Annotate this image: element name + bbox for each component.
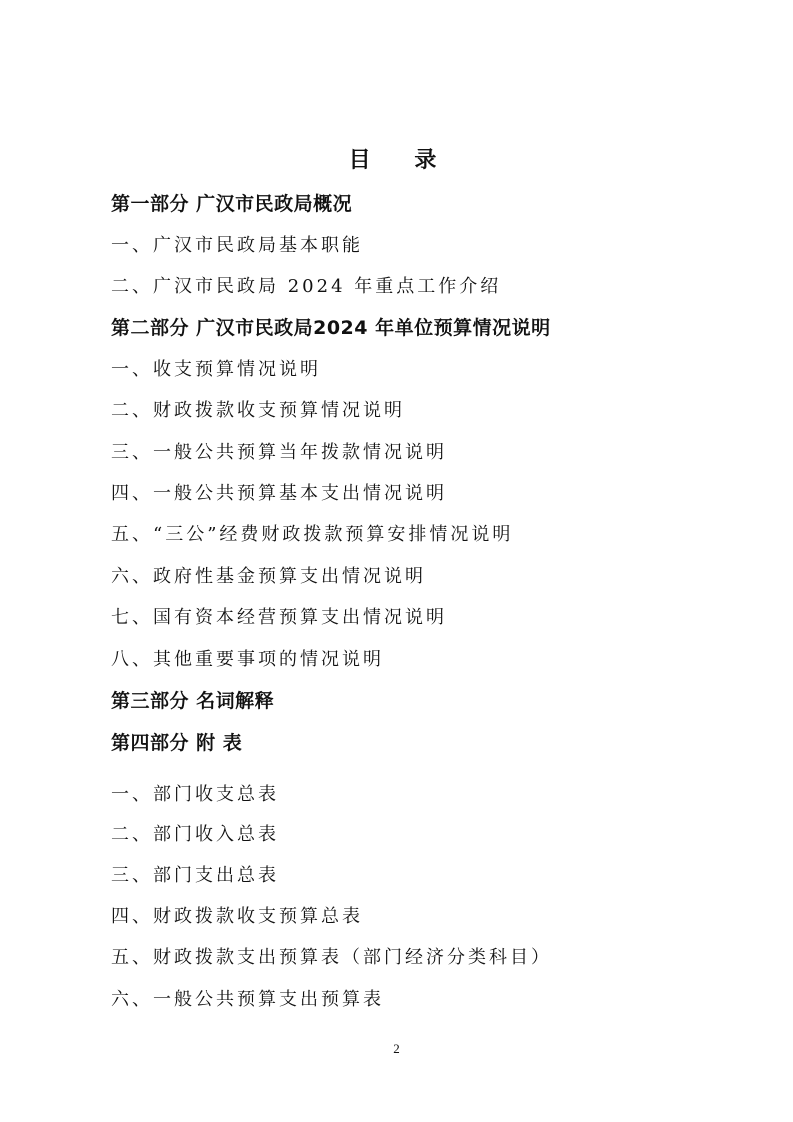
toc-title: 目 录 (348, 148, 455, 173)
part3-heading: 第三部分 名词解释 (111, 690, 275, 712)
part4-item-2: 二、部门收入总表 (111, 824, 279, 845)
part2-item-3: 三、一般公共预算当年拨款情况说明 (111, 442, 447, 463)
part4-item-5: 五、财政拨款支出预算表（部门经济分类科目） (111, 947, 552, 968)
part2-item-6: 六、政府性基金预算支出情况说明 (111, 566, 426, 587)
part2-item-8: 八、其他重要事项的情况说明 (111, 649, 384, 670)
part4-heading: 第四部分 附 表 (111, 732, 243, 754)
part2-heading: 第二部分 广汉市民政局2024 年单位预算情况说明 (111, 317, 551, 339)
part4-item-4: 四、财政拨款收支预算总表 (111, 906, 363, 927)
page-number: 2 (393, 1041, 400, 1056)
part2-item-7: 七、国有资本经营预算支出情况说明 (111, 607, 447, 628)
part2-item-2: 二、财政拨款收支预算情况说明 (111, 400, 405, 421)
part2-item-4: 四、一般公共预算基本支出情况说明 (111, 483, 447, 504)
part4-item-3: 三、部门支出总表 (111, 865, 279, 886)
part1-item-1: 一、广汉市民政局基本职能 (111, 235, 363, 256)
part1-heading: 第一部分 广汉市民政局概况 (111, 193, 353, 215)
part2-item-1: 一、收支预算情况说明 (111, 359, 321, 380)
part4-item-6: 六、一般公共预算支出预算表 (111, 989, 384, 1010)
part2-item-5: 五、“三公”经费财政拨款预算安排情况说明 (111, 524, 514, 545)
part4-item-1: 一、部门收支总表 (111, 784, 279, 805)
part1-item-2: 二、广汉市民政局 2024 年重点工作介绍 (111, 276, 502, 297)
